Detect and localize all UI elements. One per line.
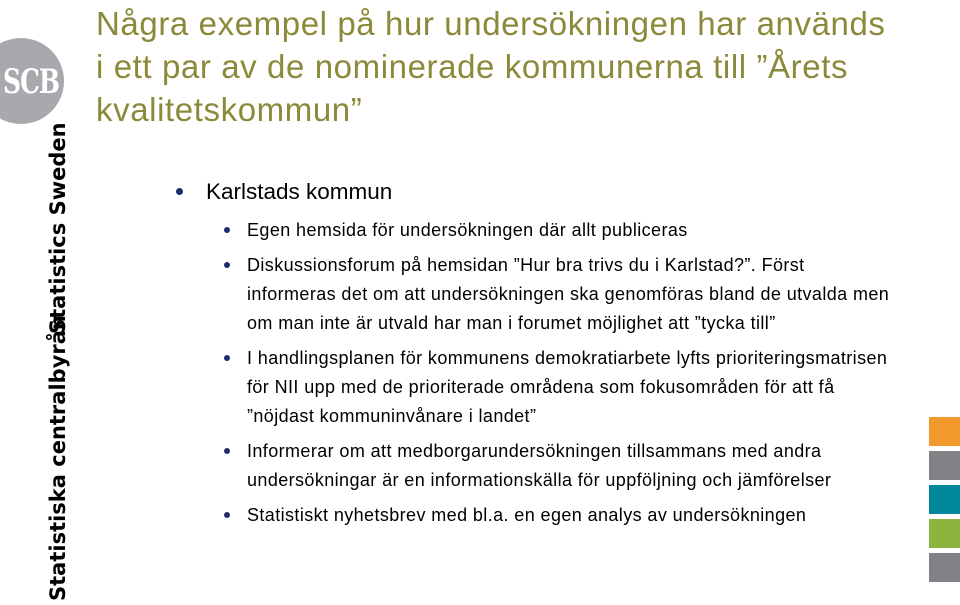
sub-bullet-3 bbox=[247, 344, 897, 431]
bullet-dot bbox=[176, 188, 183, 195]
main-bullet-text: Karlstads kommun bbox=[206, 179, 393, 204]
bullet-dot bbox=[224, 227, 230, 233]
scb-logo bbox=[0, 38, 64, 124]
logo-text: SCB bbox=[2, 61, 60, 101]
sidebar-text-english: Statistics Sweden bbox=[46, 122, 70, 334]
color-block-grey-bottom bbox=[929, 553, 960, 582]
color-block-teal bbox=[929, 485, 960, 514]
color-block-green bbox=[929, 519, 960, 548]
sub-bullet-1 bbox=[247, 216, 897, 245]
sub-bullet-text: Diskussionsforum på hemsidan ”Hur bra trivs du i Karlstad?”. Först informeras det om att undersökningen ska genomföras bland de utvalda men om man inte är utvald har man i forumet möjlighet att ”tycka till” bbox=[247, 255, 890, 333]
sub-bullet-text: Egen hemsida för undersökningen där allt publiceras bbox=[247, 220, 688, 240]
sub-bullet-text: Informerar om att medborgarundersökningen tillsammans med andra undersökningar är en informationskälla för uppföljning och jämförelser bbox=[247, 441, 832, 490]
color-block-strip bbox=[929, 417, 960, 587]
sub-bullet-4 bbox=[247, 437, 897, 495]
bullet-dot bbox=[224, 512, 230, 518]
sidebar bbox=[0, 0, 85, 605]
sub-bullet-list bbox=[247, 216, 897, 530]
bullet-dot bbox=[224, 355, 230, 361]
sub-bullet-5 bbox=[247, 501, 897, 530]
sidebar-text-swedish: Statistiska centralbyrån bbox=[46, 315, 70, 601]
bullet-dot bbox=[224, 448, 230, 454]
color-block-orange bbox=[929, 417, 960, 446]
main-bullet bbox=[178, 177, 392, 207]
slide-title: Några exempel på hur undersökningen har används i ett par av de nominerade kommunerna till ”Årets kvalitetskommun” bbox=[96, 5, 886, 128]
sub-bullet-2 bbox=[247, 251, 897, 338]
sub-bullet-text: Statistiskt nyhetsbrev med bl.a. en egen analys av undersökningen bbox=[247, 505, 807, 525]
sub-bullet-text: I handlingsplanen för kommunens demokratiarbete lyfts prioriteringsmatrisen för NII upp med de prioriterade områdena som fokusområden för att få ”nöjdast kommuninvånare i landet” bbox=[247, 348, 888, 426]
bullet-dot bbox=[224, 262, 230, 268]
color-block-grey bbox=[929, 451, 960, 480]
